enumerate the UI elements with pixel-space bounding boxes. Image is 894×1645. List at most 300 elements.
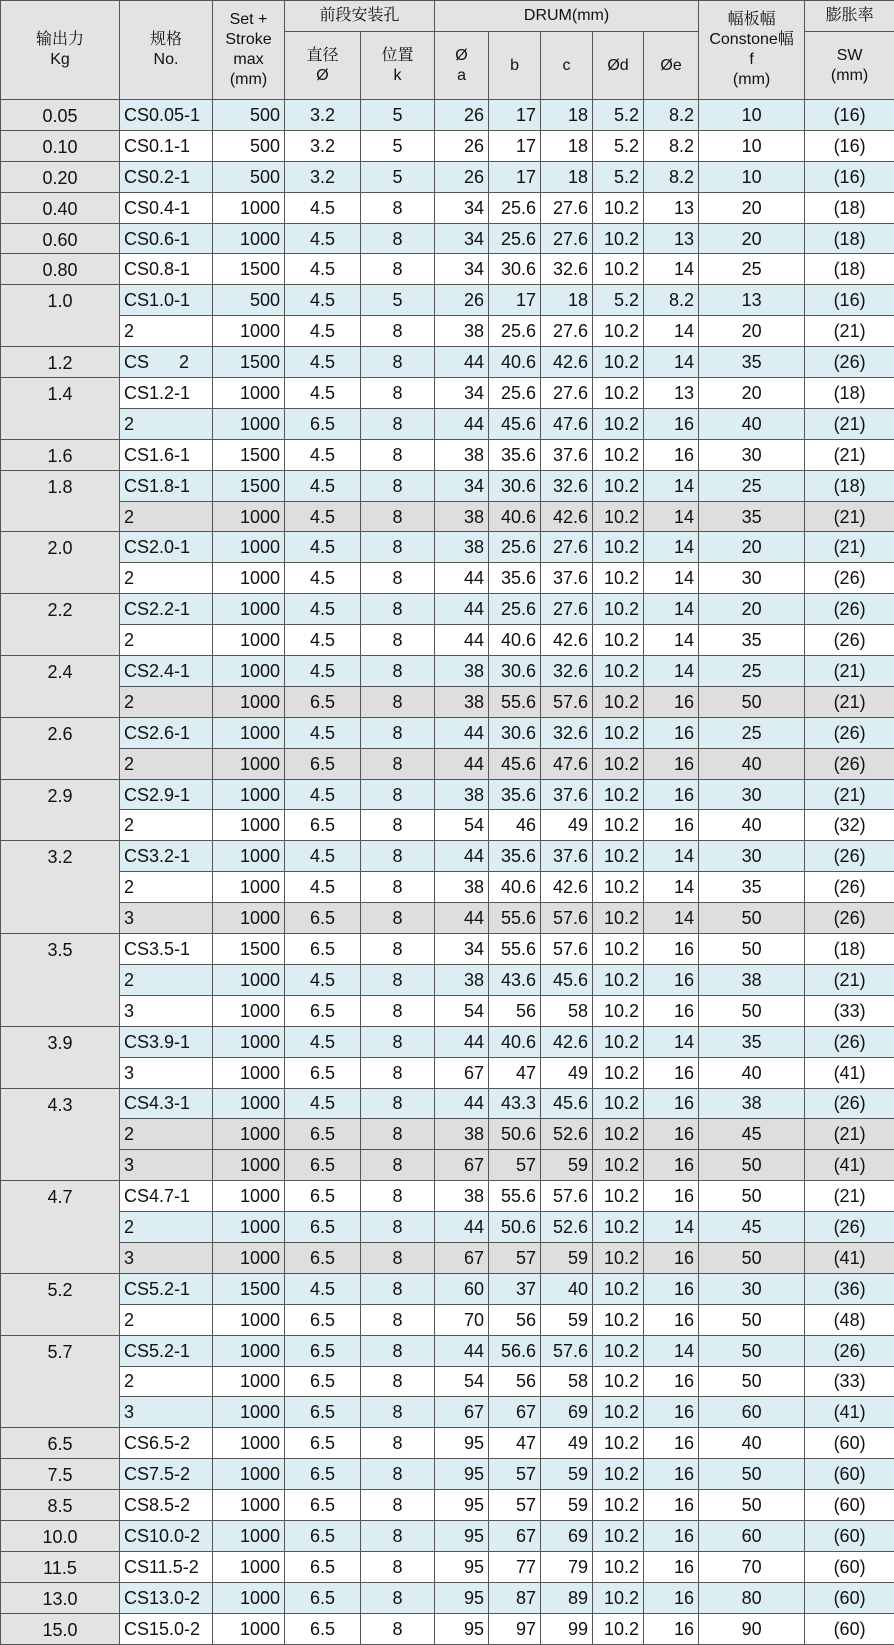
table-row: [1, 501, 894, 532]
table-row: [1, 656, 894, 687]
stroke-cell: 1000: [213, 532, 285, 563]
drum-b-cell: 40.6: [489, 872, 541, 903]
output-cell: 0.40: [1, 192, 120, 223]
sw-cell: (16): [805, 161, 894, 192]
stroke-cell: 1000: [213, 1212, 285, 1243]
stroke-cell: 1500: [213, 347, 285, 378]
drum-d-cell: 10.2: [593, 903, 644, 934]
sw-cell: (26): [805, 563, 894, 594]
output-cell: 4.3: [1, 1088, 120, 1181]
width-cell: 50: [699, 1150, 805, 1181]
drum-a-cell: 38: [435, 439, 489, 470]
drum-b-cell: 35.6: [489, 563, 541, 594]
drum-b-cell: 97: [489, 1613, 541, 1644]
pos-cell: 8: [361, 1520, 435, 1551]
width-cell: 30: [699, 1273, 805, 1304]
drum-e-cell: 16: [644, 439, 699, 470]
drum-e-cell: 16: [644, 1428, 699, 1459]
drum-e-cell: 8.2: [644, 130, 699, 161]
dia-cell: 6.5: [285, 1242, 361, 1273]
width-cell: 80: [699, 1582, 805, 1613]
stroke-cell: 1000: [213, 501, 285, 532]
drum-a-cell: 44: [435, 625, 489, 656]
drum-c-cell: 32.6: [541, 470, 593, 501]
drum-c-cell: 27.6: [541, 192, 593, 223]
drum-d-cell: 10.2: [593, 1551, 644, 1582]
drum-b-cell: 56: [489, 1366, 541, 1397]
pos-cell: 8: [361, 748, 435, 779]
drum-b-cell: 57: [489, 1490, 541, 1521]
drum-d-cell: 10.2: [593, 1181, 644, 1212]
drum-a-cell: 38: [435, 1181, 489, 1212]
spec-no-cell: CS0.8-1: [120, 254, 213, 285]
pos-cell: 8: [361, 934, 435, 965]
drum-c-cell: 57.6: [541, 903, 593, 934]
drum-c-cell: 32.6: [541, 254, 593, 285]
drum-c-cell: 52.6: [541, 1119, 593, 1150]
drum-a-cell: 44: [435, 408, 489, 439]
width-cell: 60: [699, 1520, 805, 1551]
spec-no-cell: CS1.8-1: [120, 470, 213, 501]
dia-cell: 3.2: [285, 161, 361, 192]
spec-no-cell: CS6.5-2: [120, 1428, 213, 1459]
sw-cell: (26): [805, 1026, 894, 1057]
stroke-cell: 1000: [213, 1459, 285, 1490]
drum-c-cell: 59: [541, 1242, 593, 1273]
output-cell: 5.7: [1, 1335, 120, 1428]
dia-cell: 6.5: [285, 1335, 361, 1366]
width-cell: 40: [699, 748, 805, 779]
width-cell: 25: [699, 254, 805, 285]
drum-c-cell: 69: [541, 1397, 593, 1428]
pos-cell: 8: [361, 1242, 435, 1273]
pos-cell: 8: [361, 470, 435, 501]
drum-e-cell: 16: [644, 1366, 699, 1397]
width-cell: 90: [699, 1613, 805, 1644]
spec-no-cell: CS4.3-1: [120, 1088, 213, 1119]
width-cell: 10: [699, 161, 805, 192]
drum-d-cell: 10.2: [593, 1366, 644, 1397]
table-row: [1, 1273, 894, 1304]
spec-no-cell: CS3.9-1: [120, 1026, 213, 1057]
spec-no-cell: 2: [120, 810, 213, 841]
dia-cell: 4.5: [285, 563, 361, 594]
table-row: [1, 903, 894, 934]
drum-c-cell: 42.6: [541, 872, 593, 903]
drum-b-cell: 55.6: [489, 1181, 541, 1212]
drum-d-cell: 10.2: [593, 378, 644, 409]
table-header: [1, 1, 894, 100]
drum-b-cell: 45.6: [489, 408, 541, 439]
drum-d-cell: 10.2: [593, 470, 644, 501]
sw-unit: (mm): [805, 66, 894, 86]
stroke-cell: 1000: [213, 1520, 285, 1551]
drum-e-cell: 16: [644, 1150, 699, 1181]
spec-no-cell: 3: [120, 1397, 213, 1428]
table-row: [1, 1520, 894, 1551]
pos-cell: 8: [361, 563, 435, 594]
drum-b-cell: 87: [489, 1582, 541, 1613]
sw-cell: (26): [805, 1212, 894, 1243]
spec-no-cell: CS0.1-1: [120, 130, 213, 161]
spec-label: 规格: [120, 30, 212, 50]
drum-b-cell: 67: [489, 1397, 541, 1428]
drum-b-cell: 17: [489, 100, 541, 131]
dia-cell: 6.5: [285, 686, 361, 717]
drum-e-cell: 16: [644, 1459, 699, 1490]
drum-a-cell: 44: [435, 1026, 489, 1057]
drum-b-cell: 25.6: [489, 223, 541, 254]
drum-e-cell: 14: [644, 563, 699, 594]
dia-cell: 6.5: [285, 1366, 361, 1397]
sw-cell: (26): [805, 1335, 894, 1366]
sw-cell: (21): [805, 686, 894, 717]
table-row: [1, 1119, 894, 1150]
width-cell: 30: [699, 439, 805, 470]
drum-d-cell: 10.2: [593, 1242, 644, 1273]
drum-a-cell: 34: [435, 378, 489, 409]
drum-c-cell: 27.6: [541, 378, 593, 409]
table-row: [1, 1397, 894, 1428]
drum-e-cell: 14: [644, 347, 699, 378]
drum-b-cell: 47: [489, 1057, 541, 1088]
drum-e-cell: 14: [644, 656, 699, 687]
drum-a-cell: 38: [435, 656, 489, 687]
output-cell: 2.6: [1, 717, 120, 779]
drum-a-cell: 38: [435, 686, 489, 717]
sw-cell: (26): [805, 841, 894, 872]
pos-cell: 8: [361, 872, 435, 903]
drum-b-cell: 30.6: [489, 717, 541, 748]
pos-cell: 8: [361, 1428, 435, 1459]
sw-cell: (32): [805, 810, 894, 841]
drum-c-cell: 45.6: [541, 1088, 593, 1119]
drum-a-cell: 95: [435, 1582, 489, 1613]
width-cell: 35: [699, 872, 805, 903]
dia-cell: 6.5: [285, 1212, 361, 1243]
drum-d-cell: 10.2: [593, 1459, 644, 1490]
output-cell: 3.5: [1, 934, 120, 1027]
stroke-cell: 1500: [213, 1273, 285, 1304]
dia-cell: 6.5: [285, 1520, 361, 1551]
drum-e-cell: 14: [644, 841, 699, 872]
drum-a-cell: 70: [435, 1304, 489, 1335]
sw-cell: (41): [805, 1057, 894, 1088]
spec-no-cell: CS1.0-1: [120, 285, 213, 316]
output-cell: 3.2: [1, 841, 120, 934]
table-row: [1, 1613, 894, 1644]
table-row: [1, 1212, 894, 1243]
table-row: [1, 625, 894, 656]
pos-cell: 8: [361, 656, 435, 687]
drum-e-cell: 16: [644, 717, 699, 748]
dia-cell: 4.5: [285, 964, 361, 995]
drum-e-cell: 16: [644, 1304, 699, 1335]
drum-b-cell: 67: [489, 1520, 541, 1551]
dia-cell: 6.5: [285, 1551, 361, 1582]
stroke-cell: 1000: [213, 1551, 285, 1582]
drum-a-cell: 95: [435, 1459, 489, 1490]
drum-a-cell: 44: [435, 1088, 489, 1119]
width-cell: 38: [699, 1088, 805, 1119]
width-cell: 10: [699, 130, 805, 161]
spec-no-cell: 2: [120, 1366, 213, 1397]
drum-b-cell: 40.6: [489, 501, 541, 532]
table-row: [1, 347, 894, 378]
dia-cell: 6.5: [285, 408, 361, 439]
pos-cell: 8: [361, 1212, 435, 1243]
dia-cell: 4.5: [285, 717, 361, 748]
drum-a-cell: 95: [435, 1613, 489, 1644]
drum-c-cell: 69: [541, 1520, 593, 1551]
stroke-cell: 1000: [213, 563, 285, 594]
sw-cell: (21): [805, 964, 894, 995]
width-cell: 40: [699, 1428, 805, 1459]
drum-e-cell: 16: [644, 1057, 699, 1088]
drum-a-cell: 67: [435, 1150, 489, 1181]
spec-no-cell: 2: [120, 1212, 213, 1243]
drum-c-cell: 27.6: [541, 223, 593, 254]
drum-c-cell: 49: [541, 810, 593, 841]
drum-c-cell: 58: [541, 995, 593, 1026]
drum-b-cell: 17: [489, 130, 541, 161]
drum-c-cell: 57.6: [541, 686, 593, 717]
stroke-cell: 1000: [213, 1057, 285, 1088]
table-row: [1, 100, 894, 131]
table-row: [1, 192, 894, 223]
drum-d-cell: 10.2: [593, 501, 644, 532]
stroke-line-1: Set +: [213, 10, 284, 30]
width-line-1: 幅板幅: [699, 10, 804, 30]
spec-no-cell: CS13.0-2: [120, 1582, 213, 1613]
drum-d-cell: 10.2: [593, 1582, 644, 1613]
drum-b-cell: 50.6: [489, 1212, 541, 1243]
stroke-line-2: Stroke: [213, 30, 284, 50]
output-cell: 0.60: [1, 223, 120, 254]
dia-cell: 4.5: [285, 378, 361, 409]
drum-a-cell: 95: [435, 1490, 489, 1521]
col-header-output: [1, 1, 120, 100]
spec-no-cell: CS1.6-1: [120, 439, 213, 470]
width-cell: 50: [699, 1335, 805, 1366]
drum-c-cell: 59: [541, 1150, 593, 1181]
drum-a-cell: 60: [435, 1273, 489, 1304]
sw-cell: (60): [805, 1428, 894, 1459]
drum-e-cell: 13: [644, 378, 699, 409]
output-cell: 3.9: [1, 1026, 120, 1088]
drum-d-cell: 10.2: [593, 872, 644, 903]
drum-d-cell: 10.2: [593, 779, 644, 810]
pos-cell: 8: [361, 316, 435, 347]
pos-cell: 8: [361, 903, 435, 934]
spec-no-cell: 3: [120, 903, 213, 934]
table-row: [1, 1428, 894, 1459]
drum-e-cell: 14: [644, 532, 699, 563]
dia-cell: 6.5: [285, 1613, 361, 1644]
dia-cell: 6.5: [285, 810, 361, 841]
drum-d-cell: 10.2: [593, 192, 644, 223]
drum-a-cell: 34: [435, 223, 489, 254]
width-cell: 20: [699, 192, 805, 223]
pos-cell: 8: [361, 1026, 435, 1057]
drum-b-cell: 35.6: [489, 779, 541, 810]
drum-d-cell: 10.2: [593, 1119, 644, 1150]
pos-cell: 8: [361, 1551, 435, 1582]
dia-cell: 4.5: [285, 1026, 361, 1057]
dia-cell: 6.5: [285, 1582, 361, 1613]
spec-no-cell: CS8.5-2: [120, 1490, 213, 1521]
width-cell: 40: [699, 810, 805, 841]
sw-cell: (18): [805, 254, 894, 285]
pos-cell: 8: [361, 594, 435, 625]
output-cell: 8.5: [1, 1490, 120, 1521]
output-cell: 2.2: [1, 594, 120, 656]
sw-cell: (41): [805, 1242, 894, 1273]
width-cell: 40: [699, 408, 805, 439]
drum-b-cell: 43.3: [489, 1088, 541, 1119]
table-row: [1, 748, 894, 779]
drum-e-cell: 14: [644, 1212, 699, 1243]
width-cell: 35: [699, 1026, 805, 1057]
sw-cell: (60): [805, 1551, 894, 1582]
width-cell: 70: [699, 1551, 805, 1582]
drum-a-cell: 44: [435, 748, 489, 779]
table-row: [1, 1304, 894, 1335]
table-row: [1, 1582, 894, 1613]
drum-d-cell: 5.2: [593, 285, 644, 316]
drum-e-cell: 16: [644, 810, 699, 841]
drum-c-cell: 59: [541, 1490, 593, 1521]
pos-cell: 8: [361, 1490, 435, 1521]
sw-cell: (18): [805, 470, 894, 501]
output-cell: 7.5: [1, 1459, 120, 1490]
stroke-cell: 1500: [213, 254, 285, 285]
sw-cell: (16): [805, 130, 894, 161]
dia-cell: 6.5: [285, 1397, 361, 1428]
sw-cell: (16): [805, 285, 894, 316]
sw-cell: (60): [805, 1459, 894, 1490]
dia-cell: 4.5: [285, 656, 361, 687]
drum-b-cell: 35.6: [489, 439, 541, 470]
width-cell: 50: [699, 1366, 805, 1397]
spec-no-cell: CS0.6-1: [120, 223, 213, 254]
width-cell: 30: [699, 841, 805, 872]
width-cell: 50: [699, 1181, 805, 1212]
dia-cell: 4.5: [285, 594, 361, 625]
drum-e-cell: 14: [644, 872, 699, 903]
width-line-3: f: [699, 50, 804, 70]
spec-no-cell: 2: [120, 686, 213, 717]
drum-d-cell: 10.2: [593, 810, 644, 841]
drum-e-cell: 14: [644, 501, 699, 532]
dia-label: 直径: [285, 46, 360, 66]
stroke-cell: 1000: [213, 1181, 285, 1212]
col-header-dia: [285, 32, 361, 100]
drum-b-cell: 25.6: [489, 532, 541, 563]
drum-e-cell: 16: [644, 1181, 699, 1212]
drum-d-cell: 10.2: [593, 1273, 644, 1304]
sw-cell: (48): [805, 1304, 894, 1335]
dia-cell: 6.5: [285, 903, 361, 934]
spec-no-cell: 2: [120, 1119, 213, 1150]
drum-a-cell: 44: [435, 347, 489, 378]
drum-d-cell: 10.2: [593, 439, 644, 470]
sw-cell: (21): [805, 1181, 894, 1212]
spec-no-cell: 2: [120, 872, 213, 903]
drum-d-cell: 10.2: [593, 223, 644, 254]
dia-cell: 4.5: [285, 532, 361, 563]
dia-cell: 6.5: [285, 1181, 361, 1212]
drum-d-cell: 10.2: [593, 717, 644, 748]
width-cell: 60: [699, 1397, 805, 1428]
drum-a-cell: 44: [435, 717, 489, 748]
drum-e-cell: 14: [644, 594, 699, 625]
stroke-cell: 1000: [213, 810, 285, 841]
spec-no-cell: 3: [120, 1150, 213, 1181]
drum-a-cell: 44: [435, 1212, 489, 1243]
drum-e-cell: 14: [644, 254, 699, 285]
pos-cell: 8: [361, 378, 435, 409]
stroke-cell: 1000: [213, 872, 285, 903]
stroke-cell: 1000: [213, 1613, 285, 1644]
col-header-drum-b: b: [489, 32, 541, 100]
spec-no-cell: CS0.05-1: [120, 100, 213, 131]
drum-c-cell: 57.6: [541, 1181, 593, 1212]
drum-e-cell: 16: [644, 934, 699, 965]
output-cell: 2.4: [1, 656, 120, 718]
drum-a-cell: 67: [435, 1242, 489, 1273]
pos-cell: 8: [361, 501, 435, 532]
dia-cell: 6.5: [285, 1150, 361, 1181]
spec-no-cell: CS5.2-1: [120, 1335, 213, 1366]
sw-cell: (26): [805, 717, 894, 748]
spec-no-cell: 3: [120, 995, 213, 1026]
width-cell: 13: [699, 285, 805, 316]
output-cell: 15.0: [1, 1613, 120, 1644]
spec-no-cell: 2: [120, 1304, 213, 1335]
drum-e-cell: 14: [644, 1335, 699, 1366]
drum-c-cell: 47.6: [541, 748, 593, 779]
sw-cell: (26): [805, 347, 894, 378]
drum-b-cell: 56: [489, 995, 541, 1026]
stroke-cell: 1000: [213, 1119, 285, 1150]
drum-b-cell: 77: [489, 1551, 541, 1582]
width-cell: 35: [699, 625, 805, 656]
drum-b-cell: 40.6: [489, 347, 541, 378]
output-label: 输出力: [1, 30, 119, 50]
pos-cell: 8: [361, 686, 435, 717]
dia-cell: 4.5: [285, 779, 361, 810]
table-row: [1, 1490, 894, 1521]
output-cell: 1.8: [1, 470, 120, 532]
pos-cell: 8: [361, 532, 435, 563]
drum-e-cell: 13: [644, 192, 699, 223]
dia-cell: 3.2: [285, 100, 361, 131]
drum-e-cell: 16: [644, 1490, 699, 1521]
dia-cell: 4.5: [285, 192, 361, 223]
pos-cell: 8: [361, 1397, 435, 1428]
dia-cell: 6.5: [285, 1490, 361, 1521]
sw-cell: (16): [805, 100, 894, 131]
drum-c-cell: 18: [541, 130, 593, 161]
drum-d-cell: 10.2: [593, 1490, 644, 1521]
width-cell: 45: [699, 1119, 805, 1150]
sw-cell: (18): [805, 192, 894, 223]
table-row: [1, 378, 894, 409]
stroke-cell: 1000: [213, 841, 285, 872]
table-row: [1, 130, 894, 161]
drum-d-cell: 10.2: [593, 625, 644, 656]
